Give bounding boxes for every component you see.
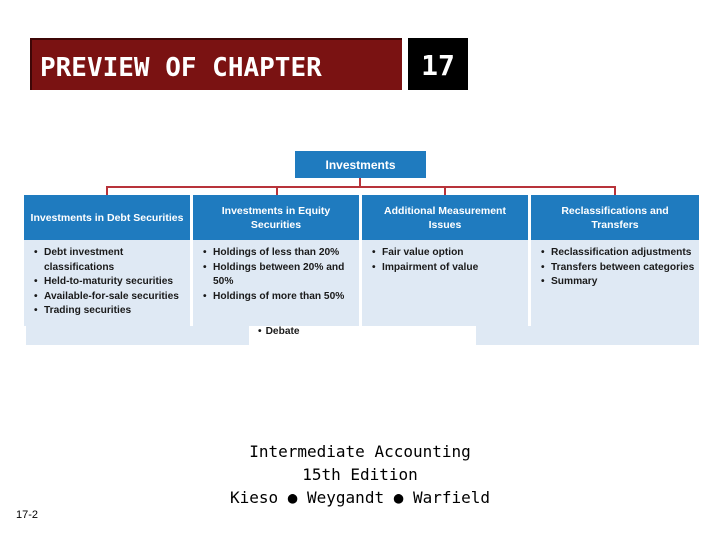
list-item: • Holdings of less than 20% [203, 246, 355, 261]
connector-horizontal-bar [106, 186, 616, 188]
connector-drop-4 [614, 186, 616, 195]
list-item: • Impairment of value [372, 261, 524, 276]
column-heading-measurement-issues: Additional Measurement Issues [362, 195, 528, 240]
connector-drop-1 [106, 186, 108, 195]
list-item: • Holdings between 20% and 50% [203, 261, 355, 290]
list-item: • Reclassification adjustments [541, 246, 695, 261]
column-list-measurement-issues [362, 240, 528, 326]
list-item: • Debt investment classifications [34, 246, 186, 275]
list-item: • Trading securities [34, 304, 186, 319]
overflow-list-item: • Debate [258, 326, 300, 337]
list-item: • Summary [541, 275, 695, 290]
column-list-reclassifications [531, 240, 699, 326]
list-item: • Fair value option [372, 246, 524, 261]
diagram-root-node [295, 151, 426, 178]
book-citation [200, 440, 520, 509]
book-title: Intermediate Accounting [249, 442, 471, 461]
chapter-number-badge: 17 [408, 38, 468, 90]
connector-drop-2 [276, 186, 278, 195]
column-list-equity-securities [193, 240, 359, 326]
column-heading-debt-securities: Investments in Debt Securities [24, 195, 190, 240]
book-authors: Kieso ● Weygandt ● Warfield [229, 488, 491, 507]
list-item: • Holdings of more than 50% [203, 290, 355, 305]
connector-drop-3 [444, 186, 446, 195]
chapter-banner-title: PREVIEW OF CHAPTER [30, 38, 402, 90]
bullet-icon: • [258, 326, 262, 337]
diagram-underlay-right [476, 326, 699, 345]
column-heading-reclassifications: Reclassifications and Transfers [531, 195, 699, 240]
list-item: • Transfers between categories [541, 261, 695, 276]
slide-number: 17-2 [16, 509, 39, 521]
diagram-underlay-left [26, 326, 249, 345]
column-list-debt-securities [24, 240, 190, 326]
column-heading-equity-securities: Investments in Equity Securities [193, 195, 359, 240]
diagram-root-label: Investments [325, 157, 396, 172]
list-item: • Held-to-maturity securities [34, 275, 186, 290]
book-edition: 15th Edition [302, 465, 418, 484]
list-item: • Available-for-sale securities [34, 290, 186, 305]
